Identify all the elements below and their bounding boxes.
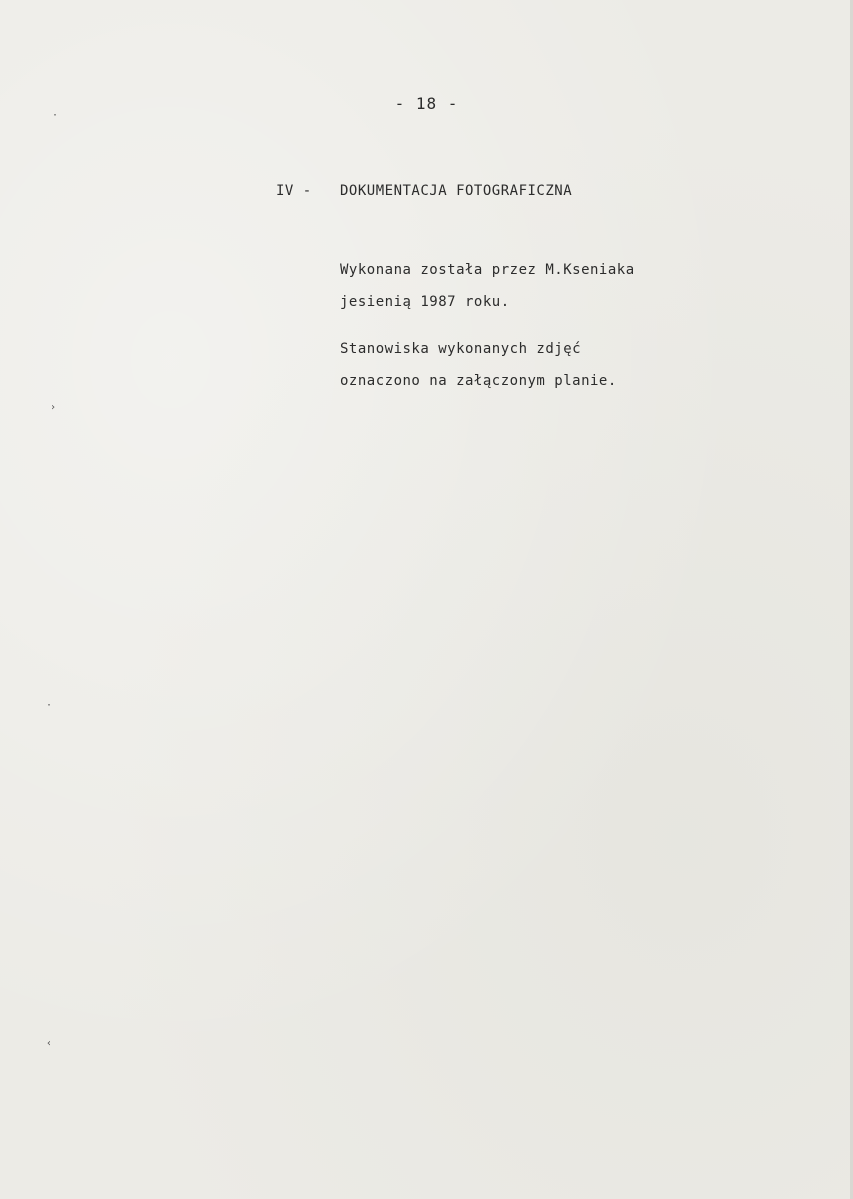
paragraph-line: Wykonana została przez M.Kseniaka [340,262,635,278]
paragraph-photographer [340,254,635,318]
section-title: DOKUMENTACJA FOTOGRAFICZNA [340,183,573,199]
paragraph-line: oznaczono na załączonym planie. [340,373,617,389]
paragraph-line: jesienią 1987 roku. [340,294,510,310]
paragraph-photo-positions [340,333,617,397]
margin-speck: ‹ [46,1038,53,1049]
section-numeral: IV - [276,183,312,199]
margin-speck: · [46,700,53,711]
paragraph-line: Stanowiska wykonanych zdjęć [340,341,582,357]
margin-speck: › [50,402,57,413]
section-heading [276,183,572,199]
margin-speck: · [52,110,59,121]
page-number: - 18 - [394,94,459,113]
